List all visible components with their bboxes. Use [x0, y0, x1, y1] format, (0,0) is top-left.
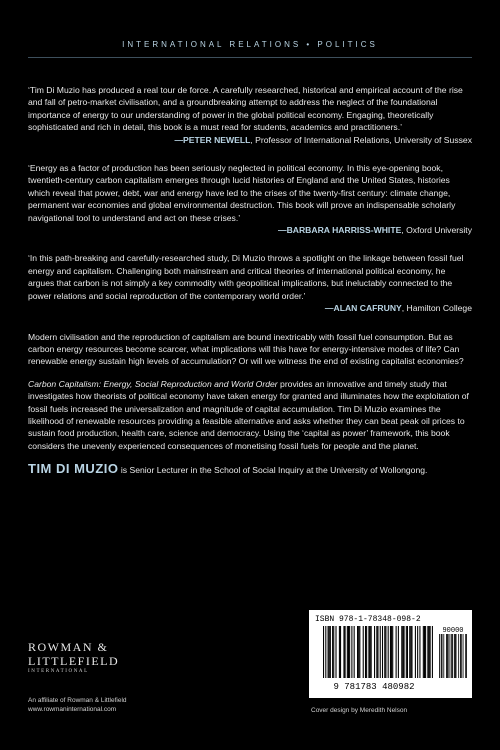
cover-design-credit: Cover design by Meredith Nelson — [311, 707, 408, 714]
barcode-bar — [391, 626, 392, 678]
barcode-bar — [385, 626, 386, 678]
addon-bar — [446, 634, 447, 678]
description-paragraph — [28, 378, 472, 452]
endorsement-quote — [28, 252, 472, 314]
series-header — [0, 0, 500, 60]
barcode-bar — [374, 626, 375, 678]
publisher-name-line: LITTLEFIELD — [28, 654, 120, 668]
barcode-bar — [428, 626, 429, 678]
barcode-bar — [329, 626, 330, 678]
quote-author: —BARBARA HARRISS-WHITE — [277, 225, 402, 236]
barcode-bar — [358, 626, 359, 678]
isbn-barcode — [309, 610, 472, 698]
description-text — [28, 378, 472, 452]
barcode-bar — [323, 626, 324, 678]
barcode-bar — [419, 626, 420, 678]
addon-bar — [452, 634, 453, 678]
barcode-bar — [430, 626, 431, 678]
barcode-bar — [382, 626, 383, 678]
description-rest: provides an innovative and timely study that investigates how theorists of political economy have taken energy for granted and illuminates how the exploitation of fossil fuels increased the universalization and magnitude of capital accumulation. Tim Di Muzio examines the likelihood of renewable resources providing a feasible alternative and asks whether they can beat peak oil prices to sustain food production, health care, science and democracy. Using the ‘capital as power’ framework, this book considers the unevenly experienced consequences of monetising fossil fuels for people and the planet. — [28, 378, 469, 451]
quote-author: —ALAN CAFRUNY — [324, 303, 402, 314]
addon-bar — [466, 634, 467, 678]
addon-bar — [450, 634, 451, 678]
description-paragraph — [28, 331, 472, 368]
barcode-bar — [349, 626, 350, 678]
addon-bar — [455, 634, 456, 678]
barcode-bar — [328, 626, 329, 678]
barcode-bar — [432, 626, 433, 678]
barcode-bar — [415, 626, 416, 678]
barcode-bar — [377, 626, 378, 678]
barcode-bar — [354, 626, 355, 678]
barcode-bar — [368, 626, 369, 678]
addon-bar — [441, 634, 442, 678]
barcode-bar — [407, 626, 408, 678]
publisher-logo — [28, 640, 228, 674]
barcode-graphic — [313, 626, 468, 696]
quote-affiliation: , Professor of International Relations, University of Sussex — [250, 134, 472, 145]
barcode-bar — [404, 626, 405, 678]
barcode-bar — [332, 626, 333, 678]
quote-text: ‘Tim Di Muzio has produced a real tour de force. A carefully researched, historical and empirical account of the rise and fall of petro-market civilisation, and a groundbreaking attempt to address the neglect of the foundational importance of energy to our understanding of power in the global political economy. Engaging, theoretically sophisticated and rich in detail, this book is a must read for students, academics and practitioners.’ — [28, 85, 463, 133]
barcode-bar — [427, 626, 428, 678]
barcode-bar — [384, 626, 385, 678]
barcode-bar — [409, 626, 410, 678]
barcode-bar — [335, 626, 336, 678]
barcode-bar — [363, 626, 364, 678]
barcode-bar — [359, 626, 360, 678]
barcode-bar — [365, 626, 366, 678]
barcode-bar — [371, 626, 372, 678]
author-bio-text: is Senior Lecturer in the School of Social Inquiry at the University of Wollongong. — [118, 465, 428, 476]
barcode-bar — [390, 626, 391, 678]
endorsement-quote — [28, 84, 472, 146]
barcode-bar — [392, 626, 393, 678]
description-text: Modern civilisation and the reproduction of capitalism are bound inextricably with fossil fuel consumption. But as carbon energy resources become scarcer, what implications will this have for energy-intensive modes of life? Can renewable energy sustain high levels of accumulation? Or will we witness the end of existing capitalist economies? — [28, 331, 464, 367]
publisher-affiliate — [28, 696, 127, 714]
barcode-bar — [398, 626, 399, 678]
isbn-number: ISBN 978-1-78348-098-2 — [315, 615, 421, 624]
barcode-bar — [425, 626, 426, 678]
barcode-bar — [411, 626, 412, 678]
endorsement-quote — [28, 162, 472, 236]
barcode-bar — [401, 626, 402, 678]
barcode-bar — [402, 626, 403, 678]
barcode-bar — [348, 626, 349, 678]
book-title: Carbon Capitalism: Energy, Social Reproduction and World Order — [28, 378, 278, 389]
barcode-bar — [357, 626, 358, 678]
price-code: 90000 — [442, 627, 464, 635]
barcode-bar — [339, 626, 340, 678]
addon-bar — [439, 634, 440, 678]
series-label: INTERNATIONAL RELATIONS • POLITICS — [122, 40, 378, 49]
addon-bar — [454, 634, 455, 678]
barcode-bar — [343, 626, 344, 678]
barcode-bar — [396, 626, 397, 678]
barcode-bar — [347, 626, 348, 678]
quote-attribution — [28, 302, 472, 314]
barcode-bar — [345, 626, 346, 678]
barcode-bar — [333, 626, 334, 678]
barcode-bar — [388, 626, 389, 678]
header-divider — [28, 57, 472, 58]
barcode-bar — [351, 626, 352, 678]
quote-affiliation: , Oxford University — [401, 225, 472, 236]
addon-bar — [456, 634, 457, 678]
addon-bar — [443, 634, 444, 678]
barcode-bar — [423, 626, 424, 678]
barcode-bar — [380, 626, 381, 678]
barcode-bar — [424, 626, 425, 678]
quote-attribution — [28, 224, 472, 236]
publisher-name-line: ROWMAN & — [28, 640, 109, 654]
barcode-bar — [376, 626, 377, 678]
addon-bar — [447, 634, 448, 678]
publisher-url: www.rowmaninternational.com — [28, 706, 117, 713]
addon-bar — [451, 634, 452, 678]
addon-bar — [448, 634, 449, 678]
quote-text: ‘Energy as a factor of production has been seriously neglected in political economy. In this eye-opening book, twentieth-century carbon capitalism emerges through lucid histories of England and the United States, histories which reveal that power, debt, war and energy have led to the crises of the twenty-first century: climate change, permanent war economies and global environmental destruction. This book will prove an indispensable scholarly navigational tool to understand and act on these crises.’ — [28, 163, 456, 223]
barcode-bar — [417, 626, 418, 678]
addon-bar — [442, 634, 443, 678]
affiliate-text: An affiliate of Rowman & Littlefield — [28, 697, 127, 704]
addon-bar — [465, 634, 466, 678]
addon-bar — [463, 634, 464, 678]
addon-bar — [461, 634, 462, 678]
barcode-bar — [330, 626, 331, 678]
barcode-bar — [340, 626, 341, 678]
addon-bar — [458, 634, 459, 678]
addon-bar — [460, 634, 461, 678]
quote-affiliation: , Hamilton College — [401, 303, 472, 314]
quote-author: —PETER NEWELL — [174, 134, 251, 145]
barcode-bar — [406, 626, 407, 678]
barcode-bar — [369, 626, 370, 678]
barcode-digits: 9 781783 480982 — [333, 682, 415, 692]
publisher-subline: INTERNATIONAL — [28, 669, 89, 674]
author-name: TIM DI MUZIO — [28, 461, 119, 477]
quote-text: ‘In this path-breaking and carefully-researched study, Di Muzio throws a spotlight on the linkage between fossil fuel energy and capitalism. Challenging both mainstream and critical theories of international political economy, he argues that carbon is not simply a key commodity with geopolitical implications, but ineluctably connected to the power relations and social reproduction of the contemporary world order.’ — [28, 253, 464, 301]
barcode-bar — [366, 626, 367, 678]
barcode-bar — [410, 626, 411, 678]
quote-attribution — [28, 134, 472, 146]
author-bio — [28, 462, 472, 477]
back-cover-text — [28, 84, 472, 477]
barcode-bar — [325, 626, 326, 678]
